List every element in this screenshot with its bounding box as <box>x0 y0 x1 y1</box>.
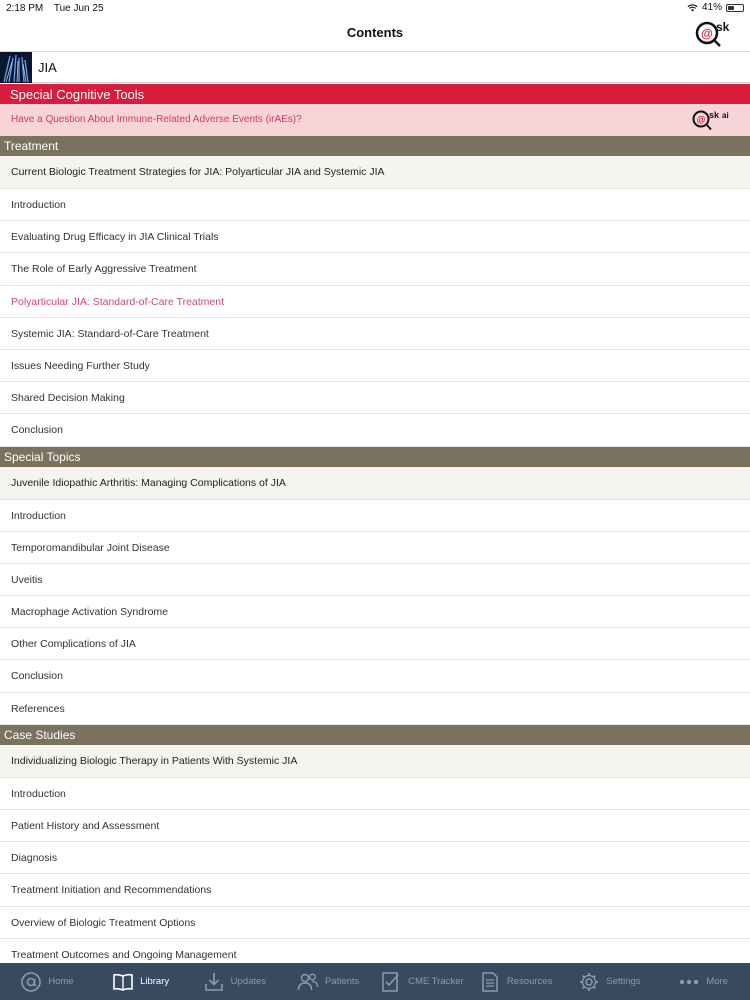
ask-logo-icon[interactable] <box>694 18 736 48</box>
chapter-title[interactable]: Individualizing Biologic Therapy in Patients With Systemic JIA <box>0 745 750 778</box>
book-cover-art <box>0 52 32 83</box>
tools-item-label: Have a Question About Immune-Related Adverse Events (irAEs)? <box>11 114 302 125</box>
list-item[interactable]: Conclusion <box>0 414 750 446</box>
list-item[interactable]: Issues Needing Further Study <box>0 350 750 382</box>
tab-patients[interactable] <box>281 963 375 1000</box>
section-header-special-topics: Special Topics <box>0 447 750 467</box>
tab-label: Patients <box>324 976 360 987</box>
status-time: 2:18 PM <box>6 3 44 14</box>
list-item-active[interactable]: Polyarticular JIA: Standard-of-Care Treatment <box>0 286 750 318</box>
download-icon <box>203 971 225 993</box>
svg-text:@: @ <box>701 26 713 41</box>
status-left <box>6 3 112 14</box>
list-item[interactable]: Conclusion <box>0 660 750 692</box>
wifi-icon <box>687 4 698 12</box>
chapter-title[interactable]: Current Biologic Treatment Strategies for JIA: Polyarticular JIA and Systemic JIA <box>0 156 750 189</box>
page-title: Contents <box>346 25 404 40</box>
svg-text:sk: sk <box>709 110 720 120</box>
status-right <box>687 2 744 13</box>
home-at-icon <box>20 971 42 993</box>
list-item[interactable]: References <box>0 693 750 725</box>
cme-tracker-icon <box>380 971 402 993</box>
list-item[interactable]: The Role of Early Aggressive Treatment <box>0 253 750 285</box>
tab-label: Updates <box>230 976 267 987</box>
ask-ai-icon <box>692 108 738 132</box>
tab-resources[interactable] <box>469 963 563 1000</box>
status-bar <box>0 0 750 16</box>
list-item[interactable]: Systemic JIA: Standard-of-Care Treatment <box>0 318 750 350</box>
list-item[interactable]: Other Complications of JIA <box>0 628 750 660</box>
list-item[interactable]: Temporomandibular Joint Disease <box>0 532 750 564</box>
document-icon <box>479 971 501 993</box>
tab-label: Settings <box>606 976 641 987</box>
gear-icon <box>578 971 600 993</box>
tab-settings[interactable] <box>563 963 657 1000</box>
tab-label: Library <box>140 976 170 987</box>
list-item[interactable]: Overview of Biologic Treatment Options <box>0 907 750 939</box>
list-item[interactable]: Macrophage Activation Syndrome <box>0 596 750 628</box>
book-title: JIA <box>38 60 57 75</box>
book-header[interactable] <box>0 52 750 83</box>
tab-label: Resources <box>506 976 553 987</box>
tab-label: More <box>706 976 728 987</box>
battery-percent: 41% <box>701 2 722 13</box>
tools-item-irae-question[interactable] <box>0 104 750 136</box>
tab-home[interactable] <box>0 963 94 1000</box>
more-dots-icon <box>678 971 700 993</box>
patients-icon <box>297 971 319 993</box>
tab-library[interactable] <box>94 963 188 1000</box>
tab-more[interactable] <box>656 963 750 1000</box>
list-item[interactable]: Introduction <box>0 500 750 532</box>
contents-list <box>0 136 750 971</box>
list-item[interactable]: Evaluating Drug Efficacy in JIA Clinical Trials <box>0 221 750 253</box>
list-item[interactable]: Uveitis <box>0 564 750 596</box>
tab-cme-tracker[interactable] <box>375 963 469 1000</box>
section-header-case-studies: Case Studies <box>0 725 750 745</box>
list-item[interactable]: Introduction <box>0 189 750 221</box>
list-item[interactable]: Introduction <box>0 778 750 810</box>
list-item[interactable]: Treatment Initiation and Recommendations <box>0 874 750 906</box>
status-date: Tue Jun 25 <box>53 3 104 14</box>
battery-icon <box>726 4 744 12</box>
nav-bar <box>0 16 750 52</box>
tab-label: Home <box>48 976 74 987</box>
chapter-title[interactable]: Juvenile Idiopathic Arthritis: Managing Complications of JIA <box>0 467 750 500</box>
list-item[interactable]: Patient History and Assessment <box>0 810 750 842</box>
tab-label: CME Tracker <box>408 976 464 987</box>
book-icon <box>112 971 134 993</box>
svg-text:sk: sk <box>716 20 730 34</box>
battery-fill <box>728 6 734 10</box>
svg-text:@: @ <box>696 114 706 125</box>
tab-updates[interactable] <box>188 963 282 1000</box>
section-header-treatment: Treatment <box>0 136 750 156</box>
tab-bar <box>0 963 750 1000</box>
list-item[interactable]: Diagnosis <box>0 842 750 874</box>
list-item[interactable]: Shared Decision Making <box>0 382 750 414</box>
list-item[interactable]: Treatment Outcomes and Ongoing Management <box>0 939 750 971</box>
book-cover-thumbnail <box>0 52 32 83</box>
svg-text:ai: ai <box>722 111 729 120</box>
tools-section-header: Special Cognitive Tools <box>0 84 750 104</box>
